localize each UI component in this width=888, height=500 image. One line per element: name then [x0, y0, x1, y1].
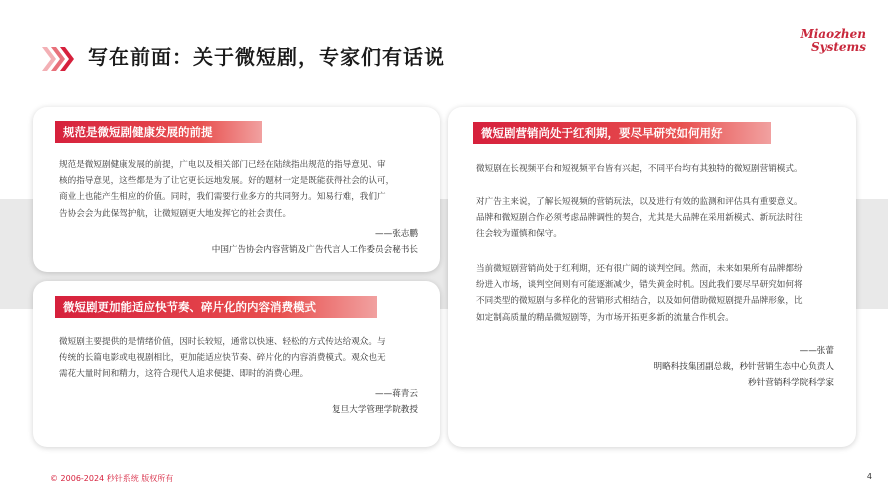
- logo-line-2: Systems: [810, 40, 866, 54]
- rhythm-card-signature: [332, 386, 418, 418]
- page-number: 4: [866, 472, 872, 481]
- signature-name: ——张蕾: [799, 346, 834, 356]
- signature-title: 明略科技集团副总裁，秒针营销生态中心负责人: [653, 362, 834, 372]
- body-line: 商业上也能产生相应的价值。同时，我们需要行业多方的共同努力。知易行难，我们广: [59, 192, 386, 203]
- health-card-signature: [212, 226, 418, 258]
- rhythm-card-tag: 微短剧更加能适应快节奏、碎片化的内容消费模式: [55, 296, 377, 318]
- body-line: 告协会会为此保驾护航，让微短剧更大地发挥它的社会责任。: [59, 208, 292, 219]
- logo-line-1: Miaozhen: [800, 27, 866, 41]
- footer-copyright: © 2006-2024 秒针系统 版权所有: [50, 474, 174, 483]
- marketing-card-paragraph-1: [476, 161, 848, 177]
- rhythm-card: [33, 281, 440, 447]
- marketing-card-paragraph-3: [476, 261, 848, 326]
- signature-title: 中国广告协会内容营销及广告代言人工作委员会秘书长: [211, 245, 418, 255]
- body-line: 微短剧主要提供的是情绪价值，因时长较短，通常以快速、轻松的方式传达给观众。与: [59, 337, 386, 347]
- body-line: 微短剧在长视频平台和短视频平台皆有兴起，不同平台均有其独特的微短剧营销模式。: [476, 164, 803, 174]
- miaozhen-logo: [800, 28, 866, 54]
- body-line: 对广告主来说，了解长短视频的营销玩法，以及进行有效的监测和评估具有重要意义。: [476, 197, 803, 207]
- rhythm-card-body: [59, 334, 431, 383]
- signature-name: ——张志鹏: [375, 229, 418, 239]
- body-line: 规范是微短剧健康发展的前提，广电以及相关部门已经在陆续指出规范的指导意见、审: [59, 160, 386, 170]
- signature-title: 秒针营销科学院科学家: [748, 378, 834, 388]
- chevron-right-icon: [40, 43, 76, 75]
- health-card-body: [59, 157, 429, 222]
- signature-name: ——蒋青云: [375, 389, 418, 399]
- body-line: 纷进入市场，谈判空间则有可能逐渐减少，错失黄金时机。因此我们要尽早研究如何将: [476, 280, 803, 291]
- body-line: 往会较为谨慎和保守。: [476, 229, 562, 240]
- body-line: 如定制高质量的精品微短剧等，为市场开拓更多新的流量合作机会。: [476, 312, 734, 323]
- marketing-card: [448, 107, 856, 447]
- health-card-tag: 规范是微短剧健康发展的前提: [55, 121, 262, 143]
- marketing-card-paragraph-2: [476, 194, 848, 243]
- body-line: 当前微短剧营销尚处于红利期，还有很广阔的谈判空间。然而，未来如果所有品牌都纷: [476, 264, 803, 274]
- page-title: 写在前面：关于微短剧，专家们有话说: [88, 45, 445, 69]
- body-line: 需花大量时间和精力，这符合现代人追求便捷、即时的消费心理。: [59, 369, 309, 380]
- body-line: 不同类型的微短剧与多样化的营销形式相结合，以及如何借助微短剧提升品牌形象，比: [476, 296, 803, 307]
- body-line: 传统的长篇电影或电视剧相比，更加能适应快节奏、碎片化的内容消费模式。观众也无: [59, 353, 386, 364]
- body-line: 品牌和微短剧合作必须考虑品牌调性的契合，尤其是大品牌在采用新模式、新玩法时往: [476, 213, 803, 224]
- signature-title: 复旦大学管理学院教授: [332, 405, 418, 415]
- marketing-card-tag: 微短剧营销尚处于红利期，要尽早研究如何用好: [473, 122, 771, 144]
- body-line: 核的指导意见，这些都是为了让它更长远地发展。好的题材一定是既能获得社会的认可，: [59, 176, 395, 187]
- health-card: [33, 107, 440, 272]
- marketing-card-signature: [654, 343, 834, 391]
